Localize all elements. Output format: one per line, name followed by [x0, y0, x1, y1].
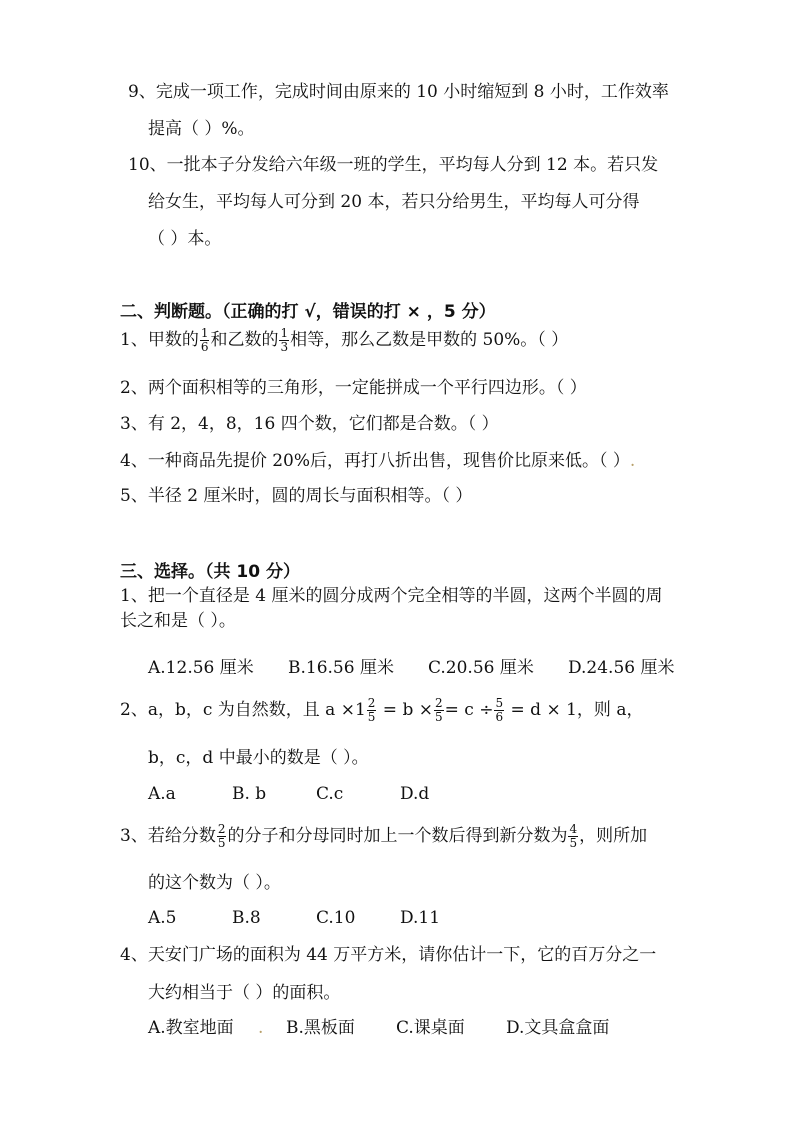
q10-line3: （ ）本。: [148, 229, 222, 249]
fraction-numerator: 5: [495, 696, 504, 710]
choice-q3-text-c: ，则所加: [579, 826, 648, 846]
choice-q1-line1: 1、把一个直径是 4 厘米的圆分成两个完全相等的半圆，这两个半圆的周: [120, 586, 663, 606]
choice-q2-text-c: = c ÷: [444, 700, 494, 720]
fraction-2-5: [367, 697, 377, 724]
judge-heading: 二、判断题。（正确的打 √，错误的打 × ，5 分）: [120, 302, 496, 322]
fraction-numerator: 1: [280, 326, 289, 340]
option-a: A.5: [148, 908, 177, 928]
fraction-2-5: [434, 697, 444, 724]
option-a: A.a: [148, 784, 176, 804]
fraction-numerator: 2: [435, 696, 443, 710]
choice-q1-line2: 长之和是（ ）。: [120, 611, 236, 631]
choice-q2-line2: b，c，d 中最小的数是（ ）。: [148, 748, 369, 768]
judge-q1: [120, 327, 568, 354]
q9-line2: 提高（ ）%。: [148, 119, 255, 139]
judge-q5: 5、半径 2 厘米时，圆的周长与面积相等。（ ）: [120, 486, 473, 506]
fraction-denominator: 5: [435, 710, 443, 724]
option-b: B.8: [232, 908, 261, 928]
option-b: B. b: [232, 784, 267, 804]
option-d: D.11: [400, 908, 441, 928]
choice-q2-text-d: = d × 1，则 a，: [505, 700, 644, 720]
option-c: C.10: [316, 908, 356, 928]
choice-q3-line2: 的这个数为（ ）。: [148, 873, 281, 893]
judge-q2: 2、两个面积相等的三角形，一定能拼成一个平行四边形。（ ）: [120, 378, 587, 398]
fraction-denominator: 5: [367, 710, 376, 724]
judge-q3: 3、有 2，4，8，16 四个数，它们都是合数。（ ）: [120, 414, 499, 434]
fraction-denominator: 5: [217, 836, 226, 850]
fraction-denominator: 5: [569, 836, 578, 850]
choice-q3-line1: [120, 823, 647, 850]
choice-q1-options: [148, 656, 675, 680]
option-d: D.文具盒盒面: [506, 1018, 610, 1038]
fraction-numerator: 1: [200, 326, 209, 340]
option-d: D.d: [400, 784, 430, 804]
q9-line1: 9、完成一项工作，完成时间由原来的 10 小时缩短到 8 小时，工作效率: [128, 82, 669, 102]
fraction-5-6: [494, 697, 504, 724]
stray-mark: .: [258, 1018, 264, 1038]
fraction-denominator: 6: [495, 710, 504, 724]
judge-q1-text-c: 相等，那么乙数是甲数的 50%。（ ）: [290, 330, 569, 350]
choice-q2-line1: [120, 697, 643, 724]
fraction-numerator: 2: [367, 696, 376, 710]
judge-q1-text-b: 和乙数的: [210, 330, 279, 350]
q10-line2: 给女生，平均每人可分到 20 本，若只分给男生，平均每人可分得: [148, 192, 640, 212]
option-a: A.12.56 厘米: [148, 658, 254, 678]
option-c: C.20.56 厘米: [428, 658, 534, 678]
choice-q2-text-a: 2、a，b，c 为自然数，且 a ×1: [120, 700, 366, 720]
fraction-1-6: [200, 327, 210, 354]
fraction-denominator: 3: [280, 340, 289, 354]
fraction-denominator: 6: [200, 340, 209, 354]
judge-q4: [120, 449, 635, 473]
option-c: C.c: [316, 784, 344, 804]
choice-heading: 三、选择。（共 10 分）: [120, 562, 300, 582]
option-d: D.24.56 厘米: [568, 658, 675, 678]
fraction-1-3: [279, 327, 289, 354]
choice-q4-options: [148, 1016, 609, 1040]
choice-q3-text-b: 的分子和分母同时加上一个数后得到新分数为: [227, 826, 568, 846]
option-c: C.课桌面: [396, 1018, 465, 1038]
fraction-numerator: 2: [217, 822, 226, 836]
fraction-2-5: [217, 823, 227, 850]
choice-q2-options: [148, 782, 429, 806]
stray-mark: .: [629, 451, 636, 471]
choice-q2-text-b: = b ×: [377, 700, 433, 720]
choice-q3-text-a: 3、若给分数: [120, 826, 216, 846]
option-b: B.黑板面: [286, 1018, 355, 1038]
choice-q4-line1: 4、天安门广场的面积为 44 万平方米，请你估计一下，它的百万分之一: [120, 945, 657, 965]
option-a: A.教室地面: [148, 1018, 234, 1038]
choice-q3-options: [148, 906, 440, 930]
judge-q1-text-a: 1、甲数的: [120, 330, 199, 350]
fraction-4-5: [568, 823, 578, 850]
choice-q4-line2: 大约相当于（ ）的面积。: [148, 983, 341, 1003]
q10-line1: 10、一批本子分发给六年级一班的学生，平均每人分到 12 本。若只发: [128, 155, 659, 175]
judge-q4-text: 4、一种商品先提价 20%后，再打八折出售，现售价比原来低。（ ）: [120, 451, 630, 471]
fraction-numerator: 4: [569, 822, 578, 836]
option-b: B.16.56 厘米: [288, 658, 394, 678]
